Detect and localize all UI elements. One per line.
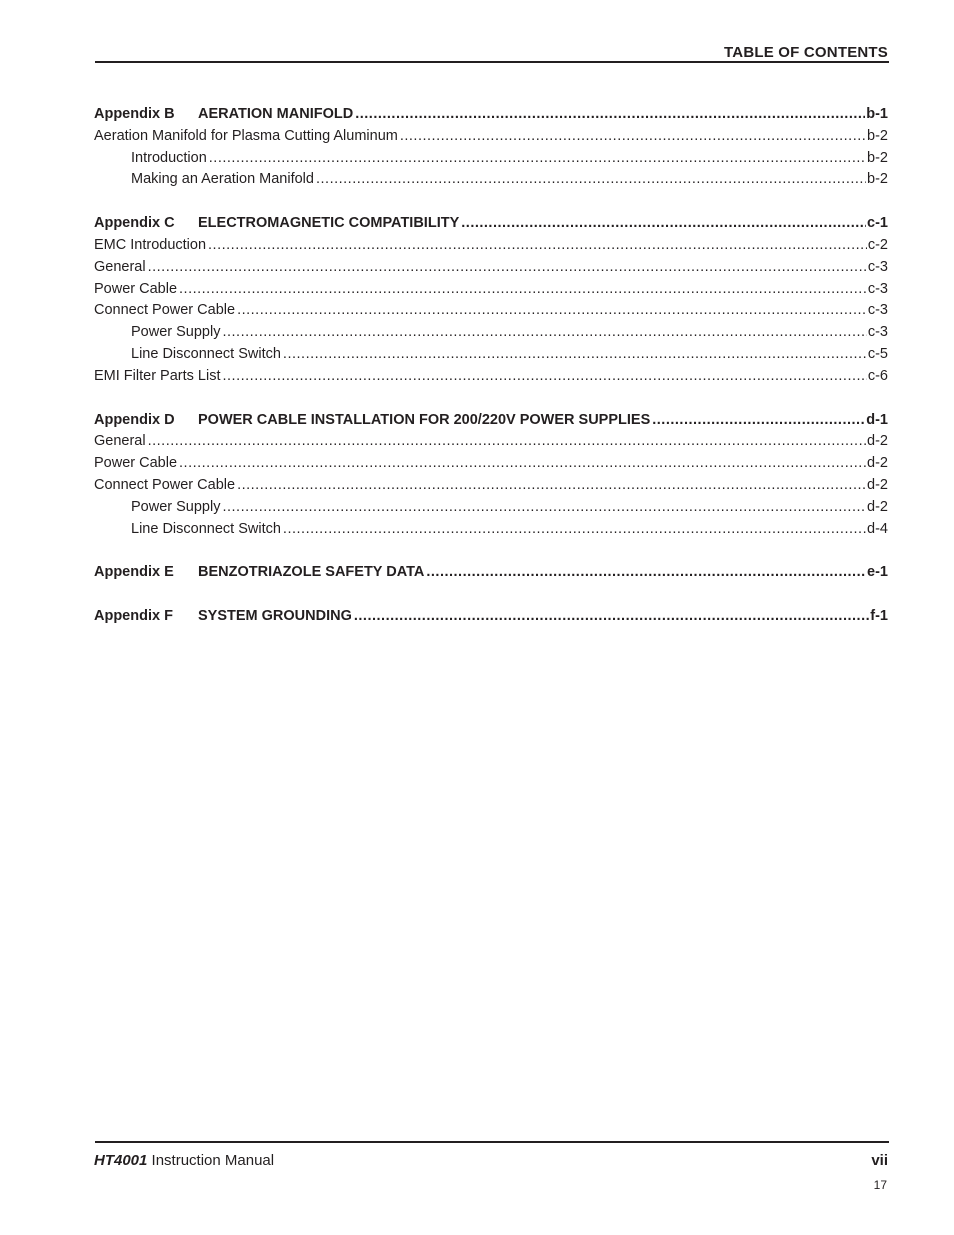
header-divider [95, 61, 889, 63]
page-ref: e-1 [867, 564, 888, 581]
page-ref: c-1 [867, 215, 888, 232]
page-ref: d-2 [867, 476, 888, 493]
dot-leader [208, 237, 867, 253]
dot-leader [148, 259, 867, 275]
entry-label: Line Disconnect Switch [131, 520, 281, 537]
page-ref: b-2 [867, 171, 888, 188]
dot-leader [461, 215, 866, 231]
toc-entry[interactable] [94, 302, 888, 324]
dot-leader [222, 499, 866, 515]
toc-entry[interactable] [94, 128, 888, 150]
page-ref: d-1 [866, 411, 888, 428]
page-ref: b-2 [867, 149, 888, 166]
toc-appendix-b[interactable] [94, 106, 888, 128]
appendix-number: Appendix D [94, 411, 175, 428]
toc-entry[interactable] [94, 171, 888, 193]
page-ref: d-2 [867, 455, 888, 472]
page-ref: c-3 [867, 258, 888, 275]
entry-label: Introduction [131, 149, 207, 166]
dot-leader [209, 150, 866, 166]
model-name: HT4001 [94, 1152, 148, 1169]
dot-leader [426, 564, 866, 580]
toc-entry[interactable] [94, 346, 888, 368]
appendix-title: SYSTEM GROUNDING [198, 608, 352, 625]
toc-entry[interactable] [94, 477, 888, 499]
appendix-number: Appendix F [94, 608, 173, 625]
toc-entry[interactable] [94, 433, 888, 455]
page-ref: b-2 [867, 127, 888, 144]
table-of-contents [94, 106, 888, 630]
entry-label: Aeration Manifold for Plasma Cutting Aluminum [94, 127, 398, 144]
page-ref: c-6 [867, 367, 888, 384]
dot-leader [237, 477, 866, 493]
appendix-title: ELECTROMAGNETIC COMPATIBILITY [198, 215, 460, 232]
toc-entry[interactable] [94, 455, 888, 477]
appendix-title: BENZOTRIAZOLE SAFETY DATA [198, 564, 425, 581]
page-ref: d-4 [867, 520, 888, 537]
toc-appendix-c[interactable] [94, 215, 888, 237]
entry-label: General [94, 258, 146, 275]
dot-leader [223, 368, 867, 384]
entry-label: Connect Power Cable [94, 476, 236, 493]
toc-entry[interactable] [94, 499, 888, 521]
dot-leader [354, 608, 869, 624]
toc-entry[interactable] [94, 259, 888, 281]
appendix-number: Appendix E [94, 564, 174, 581]
entry-label: Making an Aeration Manifold [131, 171, 314, 188]
page-ref: c-3 [867, 280, 888, 297]
appendix-number: Appendix B [94, 106, 175, 122]
appendix-title: POWER CABLE INSTALLATION FOR 200/220V POWER SUPPLIES [198, 411, 651, 428]
dot-leader [652, 412, 865, 428]
footer-manual-title [94, 1152, 274, 1169]
page-ref: c-3 [867, 302, 888, 319]
dot-leader [222, 324, 866, 340]
entry-label: Power Cable [94, 280, 178, 297]
toc-entry[interactable] [94, 150, 888, 172]
dot-leader [148, 433, 866, 449]
toc-entry[interactable] [94, 324, 888, 346]
dot-leader [179, 455, 866, 471]
entry-label: Power Cable [94, 455, 178, 472]
toc-entry[interactable] [94, 237, 888, 259]
entry-label: Line Disconnect Switch [131, 345, 281, 362]
entry-label: General [94, 433, 146, 450]
section-title: TABLE OF CONTENTS [724, 44, 888, 61]
sheet-number: 17 [873, 1178, 887, 1192]
entry-label: EMC Introduction [94, 236, 207, 253]
page-ref: c-5 [867, 345, 888, 362]
dot-leader [283, 346, 867, 362]
dot-leader [237, 302, 867, 318]
entry-label: Power Supply [131, 498, 221, 515]
page-ref: d-2 [867, 498, 888, 515]
dot-leader [179, 281, 867, 297]
toc-appendix-d[interactable] [94, 412, 888, 434]
page-ref: f-1 [870, 608, 888, 625]
page-ref: c-3 [867, 324, 888, 341]
toc-entry[interactable] [94, 368, 888, 390]
entry-label: Connect Power Cable [94, 302, 236, 319]
dot-leader [400, 128, 866, 144]
footer-divider [95, 1141, 889, 1143]
toc-entry[interactable] [94, 521, 888, 543]
dot-leader [283, 521, 866, 537]
page-ref: d-2 [867, 433, 888, 450]
appendix-title: AERATION MANIFOLD [198, 106, 354, 122]
manual-label: Instruction Manual [147, 1152, 275, 1169]
dot-leader [316, 171, 866, 187]
dot-leader [355, 106, 865, 122]
toc-appendix-f[interactable] [94, 608, 888, 630]
page-number: vii [871, 1152, 888, 1169]
entry-label: EMI Filter Parts List [94, 367, 221, 384]
page-ref: b-1 [866, 106, 888, 122]
toc-entry[interactable] [94, 281, 888, 303]
entry-label: Power Supply [131, 324, 221, 341]
appendix-number: Appendix C [94, 215, 175, 232]
toc-appendix-e[interactable] [94, 564, 888, 586]
page-ref: c-2 [867, 236, 888, 253]
